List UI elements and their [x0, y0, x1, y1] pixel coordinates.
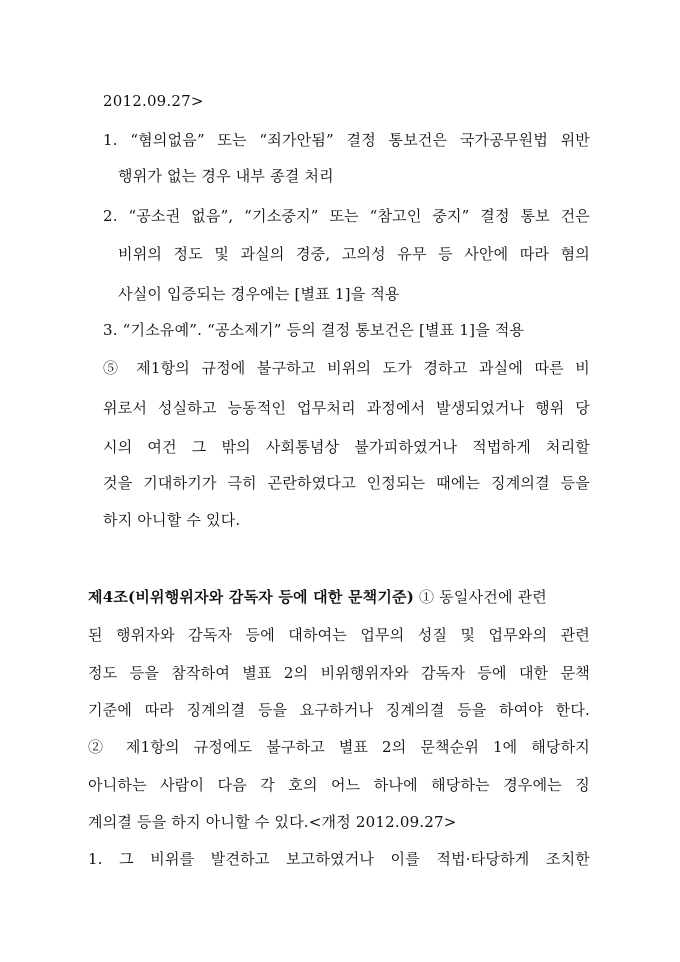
item-3-line: 3. “기소유예”. “공소제기” 등의 결정 통보건은 [별표 1]을 적용: [103, 321, 525, 339]
article-4-item-1-line: 1. 그 비위를 발견하고 보고하였거나 이를 적법·타당하게 조치한: [88, 850, 590, 868]
article-4-title: 제4조(비위행위자와 감독자 등에 대한 문책기준): [88, 588, 415, 606]
paragraph-5-line-2: 위로서 성실하고 능동적인 업무처리 과정에서 발생되었거나 행위 당: [103, 399, 590, 417]
item-2-line-2: 비위의 정도 및 과실의 경중, 고의성 유무 등 사안에 따라 혐의: [118, 245, 590, 263]
article-4-clause-2-line-2: 아니하는 사람이 다음 각 호의 어느 하나에 해당하는 경우에는 징: [88, 776, 590, 794]
paragraph-5-line-1: ⑤ 제1항의 규정에 불구하고 비위의 도가 경하고 과실에 따른 비: [103, 359, 590, 377]
item-1-line-1: 1. “혐의없음” 또는 “죄가안됨” 결정 통보건은 국가공무원법 위반: [103, 131, 590, 149]
article-4-heading-line: [88, 587, 547, 607]
article-4-clause-2-line-1: ② 제1항의 규정에도 불구하고 별표 2의 문책순위 1에 해당하지: [88, 738, 590, 756]
article-4-line-3: 정도 등을 참작하여 별표 2의 비위행위자와 감독자 등에 대한 문책: [88, 664, 590, 682]
paragraph-5-line-4: 것을 기대하기가 극히 곤란하였다고 인정되는 때에는 징계의결 등을: [103, 474, 590, 492]
item-1-line-2: 행위가 없는 경우 내부 종결 처리: [118, 167, 334, 185]
article-4-line-4: 기준에 따라 징계의결 등을 요구하거나 징계의결 등을 하여야 한다.: [88, 701, 590, 719]
article-4-clause-2-line-3: 계의결 등을 하지 아니할 수 있다.<개정 2012.09.27>: [88, 813, 457, 831]
item-2-line-1: 2. “공소권 없음”, “기소중지” 또는 “참고인 중지” 결정 통보 건은: [103, 207, 590, 225]
amendment-date-line: 2012.09.27>: [103, 92, 204, 110]
article-4-clause-1-start: ① 동일사건에 관련: [414, 588, 547, 606]
article-4-line-2: 된 행위자와 감독자 등에 대하여는 업무의 성질 및 업무와의 관련: [88, 626, 590, 644]
item-2-line-3: 사실이 입증되는 경우에는 [별표 1]을 적용: [118, 285, 400, 303]
paragraph-5-line-5: 하지 아니할 수 있다.: [103, 511, 241, 529]
paragraph-5-line-3: 시의 여건 그 밖의 사회통념상 불가피하였거나 적법하게 처리할: [103, 438, 590, 456]
